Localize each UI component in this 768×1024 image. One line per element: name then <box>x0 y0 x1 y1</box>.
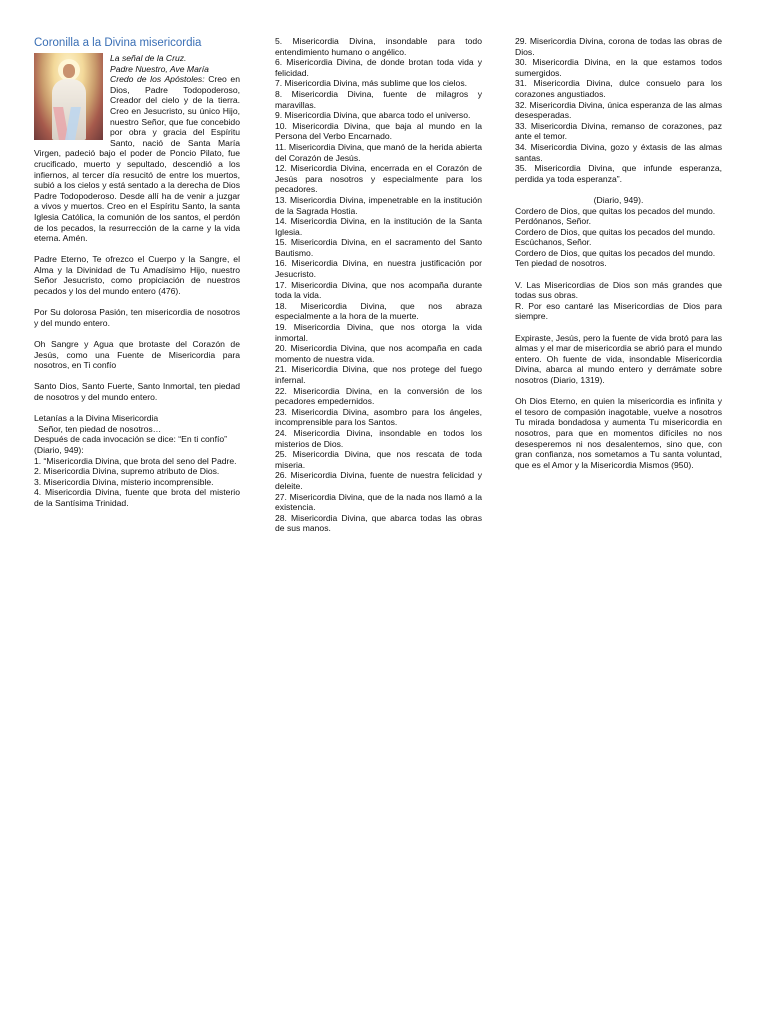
versicle: V. Las Misericordias de Dios son más grandes que todas sus obras. <box>515 279 722 301</box>
litany-item: 28. Misericordia Divina, que abarca todas las obras de sus manos. <box>275 512 482 534</box>
litany-item: 19. Misericordia Divina, que nos otorga la vida inmortal. <box>275 322 482 343</box>
litany-item: 23. Misericordia Divina, asombro para los ángeles, incomprensible para los Santos. <box>275 406 482 428</box>
litany-item: 35. Misericordia Divina, que infunde esperanza, perdida ya toda esperanza”. <box>515 163 722 184</box>
column-2 <box>275 36 482 534</box>
litany-item: 20. Misericordia Divina, que nos acompaña en cada momento de nuestra vida. <box>275 343 482 364</box>
litany-line: (Diario, 949): <box>34 444 84 455</box>
litany-item: 24. Misericordia Divina, insondable en todos los misterios de Dios. <box>275 427 482 449</box>
lamb-of-god-line: Escúchanos, Señor. <box>515 237 592 248</box>
creed-label: Credo de los Apóstoles: <box>110 74 205 85</box>
litany-item: 27. Misericordia Divina, que de la nada nos llamó a la existencia. <box>275 491 482 513</box>
lamb-of-god-line: Cordero de Dios, que quitas los pecados del mundo. <box>515 247 716 258</box>
litany-item: 9. Misericordia Divina, que abarca todo el universo. <box>275 110 471 121</box>
litany-item: 5. Misericordia Divina, insondable para todo entendimiento humano o angélico. <box>275 36 482 57</box>
sorrowful-passion-prayer: Por Su dolorosa Pasión, ten misericordia de nosotros y del mundo entero. <box>34 307 240 328</box>
litany-item: 21. Misericordia Divina, que nos protege del fuego infernal. <box>275 364 482 385</box>
holy-god-prayer: Santo Dios, Santo Fuerte, Santo Inmortal, ten piedad de nosotros y del mundo entero. <box>34 381 240 402</box>
litany-item: 12. Misericordia Divina, encerrada en el Corazón de Jesús para nosotros y especialmente para los pecadores. <box>275 163 482 195</box>
page-title: Coronilla a la Divina misericordia <box>34 37 202 49</box>
litany-item: 4. Misericordia Divina, fuente que brota del misterio de la Santísima Trinidad. <box>34 487 240 508</box>
our-father-hail-mary: Padre Nuestro, Ave María <box>110 63 209 74</box>
sign-of-cross: La señal de la Cruz. <box>110 53 187 63</box>
lamb-of-god-line: Ten piedad de nosotros. <box>515 258 607 269</box>
litany-item: 8. Misericordia Divina, fuente de milagros y maravillas. <box>275 88 482 110</box>
litany-item: 11. Misericordia Divina, que manó de la herida abierta del Corazón de Jesús. <box>275 141 482 163</box>
creed-text: Creo en Dios, Padre Todopoderoso, Creador del cielo y de la tierra. Creo en Jesucristo, su único Hijo, nuestro Señor, que fue concebido por obra y gracia del Espíritu Santo, nació de Santa María Virgen, padeció bajo el poder de Poncio Pilato, fue crucificado, muerto y sepultado, descendió a los infiernos, al tercer día resucitó de entre los muertos, subió a los cielos y está sentado a la derecha de Dios Padre Todopoderoso. Desde allí ha de venir a juzgar a vivos y muertos. Creo en el Espíritu Santo, la santa Iglesia Católica, la comunión de los santos, el perdón de los pecados, la resurrección de la carne y la vida eterna. Amén. <box>34 74 240 244</box>
litany-title: Letanías a la Divina Misericordia <box>34 413 159 424</box>
column-3 <box>515 36 722 470</box>
litany-item: 17. Misericordia Divina, que nos acompaña durante toda la vida. <box>275 279 482 301</box>
litany-item: 15. Misericordia Divina, en el sacramento del Santo Bautismo. <box>275 237 482 258</box>
litany-item: 29. Misericordia Divina, corona de todas las obras de Dios. <box>515 36 722 57</box>
litany-item: 13. Misericordia Divina, impenetrable en la institución de la Sagrada Hostia. <box>275 194 482 216</box>
litany-item: 25. Misericordia Divina, que nos rescata de toda miseria. <box>275 449 482 470</box>
litany-item: 1. “Misericordia Divina, que brota del seno del Padre. <box>34 455 237 466</box>
litany-item: 32. Misericordia Divina, única esperanza de las almas desesperadas. <box>515 99 722 121</box>
litany-item: 31. Misericordia Divina, dulce consuelo para los corazones angustiados. <box>515 78 722 99</box>
litany-item: 14. Misericordia Divina, en la institución de la Santa Iglesia. <box>275 216 482 237</box>
lamb-of-god-line: Perdónanos, Señor. <box>515 216 591 227</box>
litany-item: 7. Misericordia Divina, más sublime que los cielos. <box>275 78 467 89</box>
blood-and-water-prayer: Oh Sangre y Agua que brotaste del Corazón de Jesús, como una Fuente de Misericordia para nosotros, en Ti confío <box>34 339 240 371</box>
eternal-father-prayer: Padre Eterno, Te ofrezco el Cuerpo y la Sangre, el Alma y la Divinidad de Tu Amadísimo Hijo, nuestro Señor Jesucristo, como propiciación de nuestros pecados y los del mundo entero (476). <box>34 254 240 297</box>
litany-item: 6. Misericordia Divina, de donde brotan toda vida y felicidad. <box>275 57 482 78</box>
divine-mercy-image <box>34 53 103 140</box>
expiraste-prayer: Expiraste, Jesús, pero la fuente de vida brotó para las almas y el mar de misericordia se abrió para el mundo entero. Oh fuente de vida, insondable Misericordia Divina, abarca al mundo entero y derrámate sobre nosotros (Diario, 1319). <box>515 332 722 385</box>
litany-item: 33. Misericordia Divina, remanso de corazones, paz ante el temor. <box>515 120 722 142</box>
lamb-of-god-line: Cordero de Dios, que quitas los pecados del mundo. <box>515 226 716 237</box>
litany-item: 30. Misericordia Divina, en la que estamos todos sumergidos. <box>515 57 722 78</box>
diary-reference: (Diario, 949). <box>593 194 644 205</box>
litany-item: 16. Misericordia Divina, en nuestra justificación por Jesucristo. <box>275 258 482 280</box>
litany-item: 3. Misericordia Divina, misterio incomprensible. <box>34 476 214 487</box>
litany-item: 2. Misericordia Divina, supremo atributo de Dios. <box>34 466 220 477</box>
litany-item: 22. Misericordia Divina, en la conversión de los pecadores empedernidos. <box>275 385 482 407</box>
lamb-of-god-line: Cordero de Dios, que quitas los pecados del mundo. <box>515 205 716 216</box>
litany-item: 26. Misericordia Divina, fuente de nuestra felicidad y deleite. <box>275 470 482 491</box>
response: R. Por eso cantaré las Misericordias de Dios para siempre. <box>515 300 722 322</box>
litany-line: Señor, ten piedad de nosotros… <box>38 423 162 434</box>
litany-line: Después de cada invocación se dice: “En ti confío” <box>34 434 227 445</box>
litany-item: 34. Misericordia Divina, gozo y éxtasis de las almas santas. <box>515 141 722 163</box>
litany-item: 18. Misericordia Divina, que nos abraza especialmente a la hora de la muerte. <box>275 300 482 322</box>
column-1 <box>34 36 240 509</box>
eternal-god-prayer: Oh Dios Eterno, en quien la misericordia es infinita y el tesoro de compasión inagotable, vuelve a nosotros Tu mirada bondadosa y aumenta Tu misericordia en nosotros, para que en momentos difíciles no nos desesperemos ni nos desalentemos, sino que, con gran confianza, nos sometamos a Tu santa voluntad, que es el Amor y la Misericordia Mismos (950). <box>515 396 722 470</box>
litany-item: 10. Misericordia Divina, que baja al mundo en la Persona del Verbo Encarnado. <box>275 120 482 142</box>
